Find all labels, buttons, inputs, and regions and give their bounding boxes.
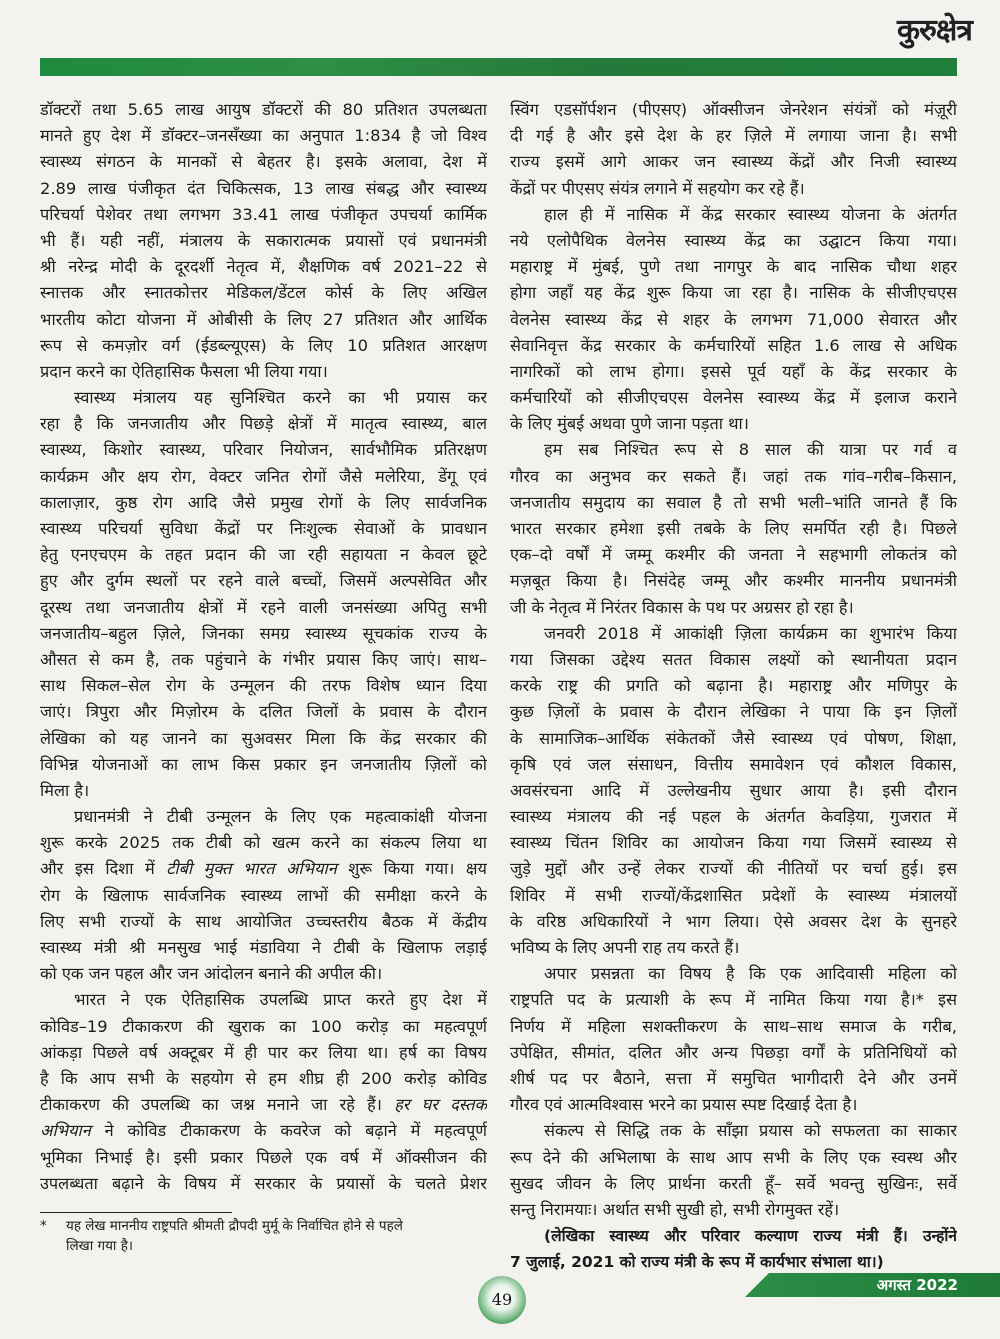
text-run: नागरिकों को लाभ होगा। इससे पूर्व यहाँ के केंद्र सरकार के (510, 361, 957, 381)
text-run: लेखिका को यह जानने का सुअवसर मिला कि केंद्र सरकार की (40, 728, 487, 748)
text-run: स्वास्थ्य, किशोर स्वास्थ्य, परिवार नियोजन, सार्वभौमिक प्रतिरक्षण (40, 440, 487, 460)
text-run: उपलब्धता बढ़ाने के विषय में सरकार के प्रयासों के चलते प्रेशर (40, 1173, 487, 1193)
text-run: नये एलोपैथिक वेलनेस स्वास्थ्य केंद्र का उद्घाटन किया गया। (510, 230, 957, 250)
text-run: शिविर में सभी राज्यों/केंद्रशासित प्रदेशों के स्वास्थ्य मंत्रालयों (510, 885, 957, 905)
text-line (40, 464, 487, 490)
text-run: केंद्रों पर पीएसए संयंत्र लगाने में सहयोग कर रहे हैं। (510, 178, 805, 198)
text-run: गौरव का अनुभव कर सकते हैं। जहां तक गांव–गरीब–किसान, (510, 466, 957, 486)
text-line (510, 97, 957, 123)
text-line (40, 123, 487, 149)
text-line (510, 1197, 957, 1223)
text-line (510, 307, 957, 333)
text-run: प्रदान करने का ऐतिहासिक फैसला भी लिया गया। (40, 361, 328, 381)
page-number-badge: 49 (478, 1276, 526, 1324)
text-run: कार्यक्रम और क्षय रोग, वेक्टर जनित रोगों जैसे मलेरिया, डेंगू एवं (40, 466, 487, 486)
text-line (40, 595, 487, 621)
text-line (510, 176, 957, 202)
text-run: जुड़े मुद्दों और उन्हें लेकर राज्यों की नीतियों पर चर्चा हुई। इस (510, 859, 957, 879)
text-run: हम सब निश्चित रूप से 8 साल की यात्रा पर गर्व व (544, 440, 957, 460)
footnote-line-2: लिखा गया है। (66, 1238, 133, 1254)
text-line (510, 1171, 957, 1197)
text-run: औसत से कम है, तक पहुंचाने के गंभीर प्रयास किए जाएं। साथ– (40, 649, 487, 669)
text-run: जी के नेतृत्व में निरंतर विकास के पथ पर अग्रसर हो रहा है। (510, 597, 854, 617)
text-line (40, 752, 487, 778)
text-line (510, 280, 957, 306)
text-run: करके राष्ट्र की प्रगति को बढ़ाना है। महाराष्ट्र और मणिपुर के (510, 676, 957, 696)
text-line (510, 830, 957, 856)
issue-date: अगस्त 2022 (876, 1276, 958, 1294)
text-line (40, 673, 487, 699)
text-line (510, 516, 957, 542)
text-run: राज्य इसमें आगे आकर जन स्वास्थ्य केंद्रों और निजी स्वास्थ्य (510, 152, 957, 172)
text-line (40, 411, 487, 437)
text-line (40, 176, 487, 202)
italic-run: अभियान (40, 1121, 91, 1141)
text-run: शीर्ष पद पर बैठाने, सत्ता में समुचित भागीदारी देने और उनमें (510, 1068, 957, 1088)
text-run: 2.89 लाख पंजीकृत दंत चिकित्सक, 13 लाख संबद्ध और स्वास्थ्य (40, 178, 487, 198)
magazine-masthead: कुरुक्षेत्र (896, 13, 972, 48)
text-line (40, 883, 487, 909)
text-run: स्वास्थ्य संगठन के मानकों से बेहतर है। इसके अलावा, देश में (40, 152, 487, 172)
text-line (40, 307, 487, 333)
text-line (510, 961, 957, 987)
text-line (510, 1092, 957, 1118)
right-column (510, 97, 957, 1275)
text-line (510, 935, 957, 961)
text-run: परिचर्या पेशेवर तथा लगभग 33.41 लाख पंजीकृत उपचर्या कार्मिक (40, 204, 487, 224)
text-line (510, 490, 957, 516)
text-run: सेवानिवृत्त केंद्र सरकार के कर्मचारियों सहित 1.6 लाख से अधिक (510, 335, 957, 355)
text-run: आंकड़ा पिछले वर्ष अक्टूबर में ही पार कर लिया था। हर्ष का विषय (40, 1042, 487, 1062)
text-line (510, 1118, 957, 1144)
text-line (40, 935, 487, 961)
text-line (40, 830, 487, 856)
text-line (510, 385, 957, 411)
text-line (510, 699, 957, 725)
text-line (510, 437, 957, 463)
text-line (40, 333, 487, 359)
text-run: स्नात्तक और स्नातकोत्तर मेडिकल/डेंटल कोर्स के लिए अखिल (40, 283, 487, 303)
left-column (40, 97, 487, 1197)
text-line (40, 1066, 487, 1092)
text-run: सन्तु निरामयाः। अर्थात सभी सुखी हो, सभी रोगमुक्त रहें। (510, 1199, 840, 1219)
text-run: रहा है कि जनजातीय और पिछड़े क्षेत्रों में मातृत्व स्वास्थ्य, बाल (40, 414, 487, 434)
text-line (40, 97, 487, 123)
header-green-bar (40, 58, 957, 76)
text-run: जाएं। त्रिपुरा और मिज़ोरम के दलित जिलों के प्रवास के दौरान (40, 702, 487, 722)
text-line (510, 883, 957, 909)
text-run: कोविड–19 टीकाकरण की खुराक का 100 करोड़ का महत्वपूर्ण (40, 1016, 487, 1036)
text-line (510, 595, 957, 621)
text-run: जनजातीय–बहुल ज़िले, जिनका समग्र स्वास्थ्य सूचकांक राज्य के (40, 623, 487, 643)
text-run: के वरिष्ठ अधिकारियों ने भाग लिया। ऐसे अवसर देश के सुनहरे (510, 911, 957, 931)
text-line (510, 987, 957, 1013)
text-line (510, 333, 957, 359)
text-run: स्वास्थ्य मंत्री श्री मनसुख भाई मंडाविया ने टीबी के खिलाफ लड़ाई (40, 938, 487, 957)
text-line (510, 804, 957, 830)
text-line (510, 726, 957, 752)
text-run: जनवरी 2018 में आकांक्षी ज़िला कार्यक्रम का शुभारंभ किया (544, 623, 957, 643)
text-run: हाल ही में नासिक में केंद्र सरकार स्वास्थ्य योजना के अंतर्गत (544, 204, 957, 224)
text-line (40, 149, 487, 175)
text-run: स्वास्थ्य चिंतन शिविर का आयोजन किया गया जिसमें स्वास्थ्य से (510, 833, 957, 853)
text-run: ने कोविड टीकाकरण के कवरेज को बढ़ाने में महत्वपूर्ण (90, 1121, 487, 1141)
text-line (40, 647, 487, 673)
text-line (40, 1118, 487, 1144)
text-run: हुए और दुर्गम स्थलों पर रहने वाले बच्चों, जिसमें अल्पसेवित और (40, 571, 487, 591)
text-line (510, 752, 957, 778)
footnote-marker: * (40, 1218, 47, 1234)
text-run: साथ सिकल–सेल रोग के उन्मूलन की तरफ विशेष ध्यान दिया (40, 676, 487, 696)
text-run: रोग के खिलाफ सार्वजनिक स्वास्थ्य लाभों की समीक्षा करने के (40, 885, 487, 905)
text-run: कालाज़ार, कुष्ठ रोग आदि जैसे प्रमुख रोगों के लिए सार्वजनिक (40, 492, 487, 512)
text-run: राष्ट्रपति पद के प्रत्याशी के रूप में नामित किया गया है।* इस (510, 990, 957, 1010)
text-line (40, 385, 487, 411)
text-run: स्वास्थ्य मंत्रालय यह सुनिश्चित करने का भी प्रयास कर (74, 388, 487, 408)
text-run: होगा जहाँ यह केंद्र शुरू किया जा रहा है। नासिक के सीजीएचएस (510, 283, 957, 303)
text-line (510, 464, 957, 490)
text-run: जनजातीय समुदाय का सवाल है तो सभी भली–भांति जानते हैं कि (510, 492, 957, 512)
text-line (510, 856, 957, 882)
italic-run: हर घर दस्तक (394, 1095, 487, 1115)
footnote-line-1: यह लेख माननीय राष्ट्रपति श्रीमती द्रौपदी मुर्मू के निर्वाचित होने से पहले (66, 1218, 403, 1234)
text-line (510, 149, 957, 175)
text-run: भविष्य के लिए अपनी राह तय करते हैं। (510, 938, 740, 957)
text-run: मिला है। (40, 780, 90, 800)
text-line (40, 254, 487, 280)
text-line (40, 542, 487, 568)
text-line (510, 359, 957, 385)
text-line (40, 699, 487, 725)
text-run: भारत ने एक ऐतिहासिक उपलब्धि प्राप्त करते हुए देश में (74, 990, 487, 1010)
text-run: स्विंग एडसॉर्पशन (पीएसए) ऑक्सीजन जेनरेशन संयंत्रों को मंज़ूरी (510, 100, 957, 119)
text-line (40, 961, 487, 987)
text-run: महाराष्ट्र में मुंबई, पुणे तथा नागपुर के बाद नासिक चौथा शहर (510, 257, 957, 277)
text-run: निर्णय में महिला सशक्तीकरण के साथ–साथ समाज के गरीब, (510, 1016, 957, 1036)
text-run: टीकाकरण की उपलब्धि का जश्न मनाने जा रहे हैं। (40, 1095, 395, 1115)
text-run: हेतु एनएचएम के तहत प्रदान की जा रही सहायता न केवल छूटे (40, 545, 487, 565)
text-line (40, 516, 487, 542)
text-run: प्रधानमंत्री ने टीबी उन्मूलन के लिए एक महत्वाकांक्षी योजना (74, 807, 487, 827)
footnote-divider (40, 1212, 232, 1213)
text-line (40, 280, 487, 306)
text-line (40, 1014, 487, 1040)
issue-tab (745, 1273, 1000, 1297)
text-run: दी गई है और इसे देश के हर ज़िले में लगाया जाना है। सभी (510, 126, 957, 146)
text-line (40, 1092, 487, 1118)
text-line (510, 228, 957, 254)
text-run: विभिन्न योजनाओं का लाभ किस प्रकार इन जनजातीय ज़िलों को (40, 754, 487, 774)
text-run: संकल्प से सिद्धि तक के साँझा प्रयास को सफलता का साकार (544, 1121, 957, 1141)
text-run: भूमिका निभाई है। इसी प्रकार पिछले एक वर्ष में ऑक्सीजन की (40, 1147, 487, 1167)
text-run: और इस दिशा में (40, 859, 167, 879)
footnote (40, 1216, 487, 1256)
text-line (40, 228, 487, 254)
text-run: रूप देने की अभिलाषा के साथ आप सभी के लिए एक स्वस्थ और (510, 1147, 957, 1167)
text-run: के लिए मुंबई अथवा पुणे जाना पड़ता था। (510, 414, 749, 434)
text-line (40, 778, 487, 804)
text-line (510, 1040, 957, 1066)
text-run: भारतीय कोटा योजना में ओबीसी के लिए 27 प्रतिशत और आर्थिक (40, 309, 487, 329)
text-run: रूप से कमज़ोर वर्ग (ईडब्ल्यूएस) के लिए 10 प्रतिशत आरक्षण (40, 335, 487, 355)
text-line (40, 804, 487, 830)
text-run: गौरव एवं आत्मविश्वास भरने का प्रयास स्पष्ट दिखाई देता है। (510, 1095, 858, 1115)
text-run: डॉक्टरों तथा 5.65 लाख आयुष डॉक्टरों की 80 प्रतिशत उपलब्धता (40, 100, 487, 119)
text-line (510, 673, 957, 699)
text-line (510, 254, 957, 280)
text-line (40, 856, 487, 882)
text-line (40, 987, 487, 1013)
text-line (510, 1066, 957, 1092)
text-line (40, 359, 487, 385)
text-line (510, 411, 957, 437)
text-run: गया जिसका उद्देश्य सतत विकास लक्ष्यों को स्थानीयता प्रदान (510, 649, 957, 669)
text-line (510, 1249, 957, 1275)
text-run: कुछ ज़िलों के प्रवास के दौरान लेखिका ने पाया कि इन ज़िलों (510, 702, 957, 722)
text-run: शुरू किया गया। क्षय (336, 859, 487, 879)
text-run: वेलनेस स्वास्थ्य केंद्र से शहर के लगभग 71,000 सेवारत और (510, 309, 957, 329)
text-run: भारत सरकार हमेशा इसी तबके के लिए समर्पित रही है। पिछले (510, 519, 957, 538)
text-line (40, 568, 487, 594)
text-line (510, 1014, 957, 1040)
text-line (510, 1145, 957, 1171)
text-line (40, 909, 487, 935)
text-line (510, 621, 957, 647)
text-run: अपार प्रसन्नता का विषय है कि एक आदिवासी महिला को (544, 964, 957, 984)
text-run: एक–दो वर्षों में जम्मू कश्मीर की जनता ने सहभागी लोकतंत्र को (510, 545, 957, 565)
text-run: भी हैं। यही नहीं, मंत्रालय के सकारात्मक प्रयासों एवं प्रधानमंत्री (40, 230, 487, 250)
text-run: लिए सभी राज्यों के साथ आयोजित उच्चस्तरीय बैठक में केंद्रीय (40, 911, 487, 931)
text-line (510, 123, 957, 149)
text-run: दूरस्थ तथा जनजातीय क्षेत्रों में रहने वाली जनसंख्या अपितु सभी (40, 597, 487, 617)
text-run: के सामाजिक–आर्थिक संकेतकों जैसे स्वास्थ्य एवं पोषण, शिक्षा, (510, 728, 957, 748)
text-line (510, 1223, 957, 1249)
text-line (40, 1040, 487, 1066)
text-line (510, 202, 957, 228)
text-run: शुरू करके 2025 तक टीबी को खत्म करने का संकल्प लिया था (40, 833, 487, 853)
text-line (510, 647, 957, 673)
text-line (40, 490, 487, 516)
text-line (40, 437, 487, 463)
text-run: उपेक्षित, सीमांत, दलित और अन्य पिछड़ा वर्गों के प्रतिनिधियों को (510, 1042, 957, 1062)
text-run: 7 जुलाई, 2021 को राज्य मंत्री के रूप में कार्यभार संभाला था।) (510, 1253, 884, 1272)
text-line (510, 568, 957, 594)
text-run: कृषि एवं जल संसाधन, वित्तीय समावेशन एवं कौशल विकास, (510, 754, 957, 774)
text-run: अवसंरचना आदि में उल्लेखनीय सुधार आया है। इसी दौरान (510, 780, 957, 800)
text-line (510, 542, 957, 568)
text-run: सुखद जीवन के लिए प्रार्थना करती हूँ– सर्वे भवन्तु सुखिनः, सर्वे (510, 1173, 957, 1193)
text-run: श्री नरेन्द्र मोदी के दूरदर्शी नेतृत्व में, शैक्षणिक वर्ष 2021–22 से (40, 257, 487, 277)
text-line (510, 909, 957, 935)
text-line (510, 778, 957, 804)
text-run: को एक जन पहल और जन आंदोलन बनाने की अपील की। (40, 964, 383, 984)
text-line (40, 1171, 487, 1197)
text-line (40, 621, 487, 647)
italic-run: टीबी मुक्त भारत अभियान (166, 859, 337, 879)
text-line (40, 202, 487, 228)
text-line (40, 1145, 487, 1171)
text-run: स्वास्थ्य मंत्रालय की नई पहल के अंतर्गत केवड़िया, गुजरात में (510, 807, 957, 827)
text-run: मानते हुए देश में डॉक्टर–जनसँख्या का अनुपात 1:834 है जो विश्व (40, 126, 487, 146)
text-run: मज़बूत किया है। निसंदेह जम्मू और कश्मीर माननीय प्रधानमंत्री (510, 571, 957, 591)
text-run: है कि आप सभी के सहयोग से हम शीघ्र ही 200 करोड़ कोविड (40, 1068, 487, 1088)
text-run: (लेखिका स्वास्थ्य और परिवार कल्याण राज्य मंत्री हैं। उन्होंने (544, 1227, 957, 1246)
text-run: कर्मचारियों को सीजीएचएस वेलनेस स्वास्थ्य केंद्र में इलाज कराने (510, 388, 957, 408)
text-run: स्वास्थ्य परिचर्या सुविधा केंद्रों पर निःशुल्क सेवाओं के प्रावधान (40, 519, 487, 538)
text-line (40, 726, 487, 752)
